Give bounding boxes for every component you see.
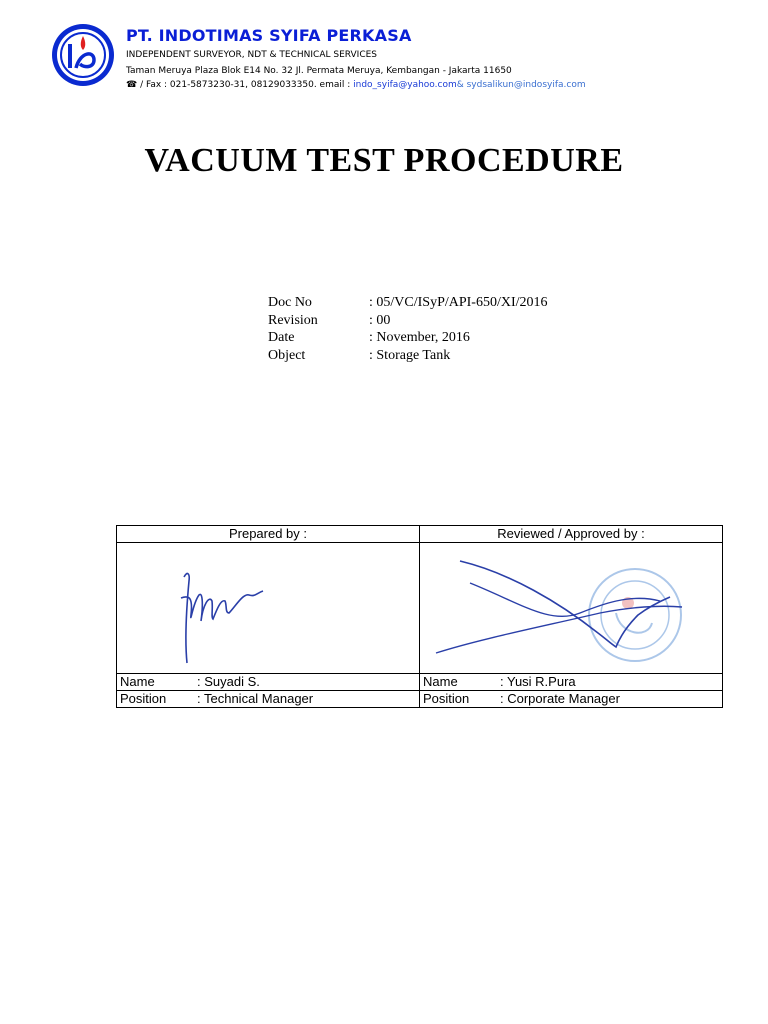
meta-row-revision	[268, 312, 548, 330]
reviewed-position-row	[420, 691, 723, 708]
reviewed-position-value: : Corporate Manager	[500, 691, 620, 706]
company-name: PT. INDOTIMAS SYIFA PERKASA	[126, 26, 412, 45]
company-contact	[126, 80, 586, 90]
meta-row-date	[268, 329, 548, 347]
company-tagline: INDEPENDENT SURVEYOR, NDT & TECHNICAL SERVICES	[126, 50, 378, 60]
company-stamp-icon	[589, 569, 681, 661]
prepared-name-row	[117, 674, 420, 691]
email-link-primary[interactable]: indo_syifa@yahoo.com	[353, 80, 457, 90]
phone-fax-text: ☎ / Fax : 021-5873230-31, 08129033350. email :	[126, 80, 354, 90]
position-label: Position	[423, 691, 470, 706]
meta-row-doc-no	[268, 294, 548, 312]
position-label: Position	[120, 691, 167, 706]
reviewed-signature-image	[420, 543, 722, 673]
meta-value: : 05/VC/ISyP/API-650/XI/2016	[369, 295, 548, 310]
email-link-secondary[interactable]: & sydsalikun@indosyifa.com	[456, 80, 586, 90]
meta-label: Object	[268, 347, 306, 363]
reviewed-name-row	[420, 674, 723, 691]
meta-value: : 00	[369, 312, 391, 328]
prepared-position-value: : Technical Manager	[197, 691, 314, 706]
prepared-name-value: : Suyadi S.	[197, 674, 260, 689]
company-logo-icon	[50, 22, 116, 88]
prepared-signature-image	[117, 543, 419, 673]
name-label: Name	[120, 674, 155, 689]
document-title: VACUUM TEST PROCEDURE	[144, 142, 624, 179]
prepared-by-header: Prepared by :	[117, 526, 420, 543]
meta-label: Doc No	[268, 295, 312, 310]
prepared-position-row	[117, 691, 420, 708]
meta-value: : November, 2016	[369, 330, 470, 345]
letterhead	[50, 22, 690, 102]
meta-value: : Storage Tank	[369, 347, 451, 363]
meta-row-object	[268, 347, 548, 365]
signature-table	[116, 525, 723, 708]
prepared-signature-cell	[117, 543, 420, 674]
name-label: Name	[423, 674, 458, 689]
meta-label: Date	[268, 330, 295, 345]
document-meta	[268, 294, 548, 364]
meta-label: Revision	[268, 312, 318, 328]
reviewed-signature-cell	[420, 543, 723, 674]
reviewed-by-header: Reviewed / Approved by :	[420, 526, 723, 543]
reviewed-name-value: : Yusi R.Pura	[500, 674, 576, 689]
company-address: Taman Meruya Plaza Blok E14 No. 32 Jl. Permata Meruya, Kembangan - Jakarta 11650	[126, 66, 512, 76]
